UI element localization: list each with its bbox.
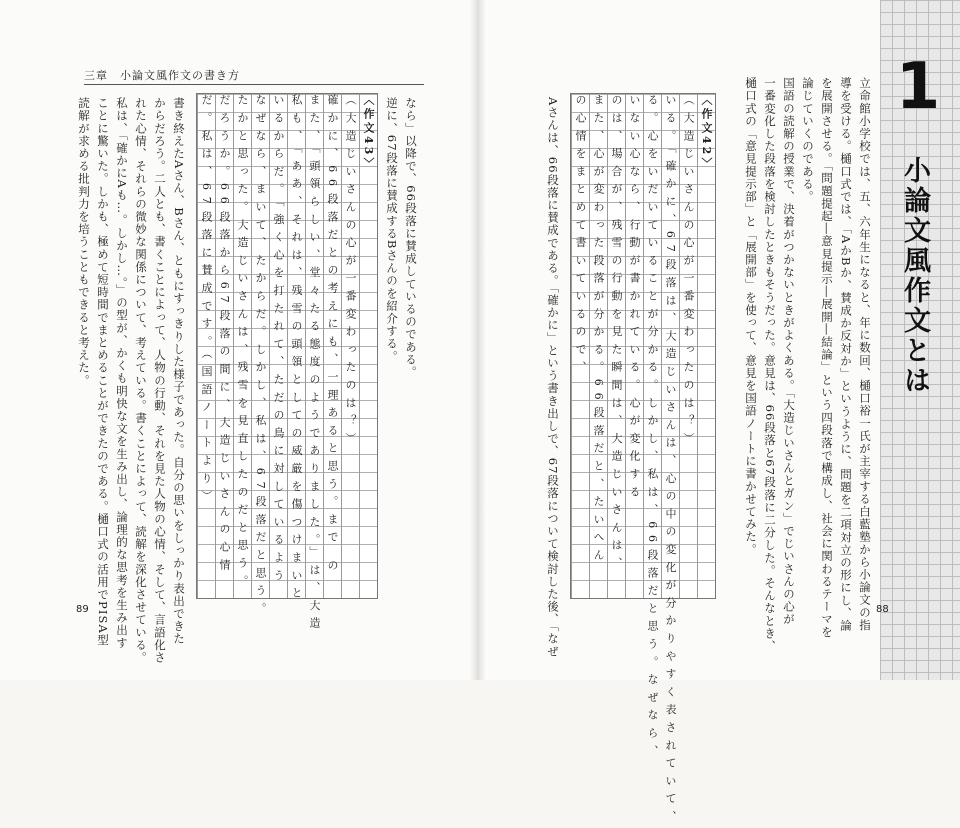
left-top-text xyxy=(376,97,420,379)
essay-line: のは、場合が、残雪の行動を見た瞬間は、大造じいさんは、 xyxy=(610,94,623,575)
running-head: 三章 小論文風作文の書き方 xyxy=(84,69,240,82)
essay-line: 私も、「ああ、それは、残雪の頭領としての威厳を傷つけまいと xyxy=(290,94,303,605)
essay-line: 確かに、66段落だとの考えにも、一理あると思う。まで の xyxy=(326,94,339,577)
essay-line: また、心が変わった段落が分かる。66段落だと、たいへん xyxy=(592,94,605,567)
essay-line: なぜなら、まいて、たからだ。しかし、私は、67段落だと思う。 xyxy=(254,94,267,620)
text-line: 私は、「確かにAも…。しかし…。」の型が、かくも明快な文を生み出し、論理的な思考を生み出す xyxy=(115,97,129,650)
chapter-title: 小論文風作文とは xyxy=(899,156,930,396)
essay-line: の心情をまとめて書いているので、 xyxy=(574,94,587,379)
essay-42-grid xyxy=(570,93,716,828)
page-number-left: 89 xyxy=(76,604,89,615)
essay-43-grid xyxy=(196,93,378,635)
chapter-number: 1 xyxy=(895,50,941,124)
essay-line: いる。「確かに、67段落は、大造じいさんは、心の中の変化が分かりやすく表されていて、 xyxy=(664,94,677,828)
essay-line: （大造じいさんの心が一番変わったのは？） xyxy=(682,94,695,450)
essay-line: る。心をいだいていることが分かる。しかし、私は、66段落だと思う。なぜなら、 xyxy=(646,94,659,763)
text-line: 樋口式の「意見提示部」と「展開部」を使って、意見を国語ノートに書かせてみた。 xyxy=(744,77,758,556)
text-line: 導を受ける。樋口式では、「AかBか、賛成か反対か」というように、問題を二項対立の形にし、論 xyxy=(839,77,853,633)
text-line: 論じていくのである。 xyxy=(801,77,815,203)
essay-line: だ。私は、67段落に賛成です。（国語ノートより） xyxy=(200,94,213,508)
page-number-right: 88 xyxy=(876,604,889,615)
essay-line: たかと思った。大造じいさんは、残雪を見直したのだと思う。 xyxy=(236,94,249,593)
text-line: なら」以降で、66段落に賛成しているのである。 xyxy=(404,97,418,379)
essay-line: だろうか。66段落から67段落の間に、大造じいさんの心情 xyxy=(218,94,231,577)
running-head-rule xyxy=(84,84,424,85)
text-line: 逆に、67段落に賛成するBさんのを紹介する。 xyxy=(385,97,399,363)
essay-43-label: 〈作文43〉 xyxy=(362,94,375,172)
text-line: 国語の読解の授業で、決着がつかないときがよくある。「大造じいさんとガン」でじいさんの心が xyxy=(782,77,796,626)
essay-line: いるからだ。「強く心を打たれて、ただの鳥に対しているよう xyxy=(272,94,285,587)
right-intro-text xyxy=(740,77,874,653)
text-line: れた心情、それらの微妙な関係について、考えている。書くことによって、読解を深化させている。 xyxy=(134,97,148,664)
right-after-text xyxy=(540,97,562,658)
text-line: Aさんは、66段落に賛成である。「確かに」という書き出しで、67段落について検討した後、「なぜ xyxy=(546,97,560,658)
essay-line: （大造じいさんの心が一番変わったのは？） xyxy=(344,94,357,450)
text-line: からだろう。二人とも、書くことによって、人物の行動、それを見た人物の心情、そして、言語化さ xyxy=(153,97,167,664)
text-line: 一番変化した段落を検討したときもそうだった。意見は、66段落と67段落に二分した。そんなとき、 xyxy=(763,77,777,653)
text-line: 書き終えたAさん、Bさん、ともにすっきりした様子であった。自分の思いをしっかり表出できた xyxy=(172,97,186,646)
essay-42-text xyxy=(571,94,715,828)
text-line: 立命館小学校では、五、六年生になると、年に数回、樋口裕一氏が主宰する白藍塾から小論文の指 xyxy=(858,77,872,632)
essay-line: また、「頭領らしい、堂々たる態度のようでありました。」は、大造 xyxy=(308,94,321,635)
text-line: 読解が求める批判力を培うこともできると考えた。 xyxy=(77,97,91,387)
essay-43-text xyxy=(197,94,377,635)
essay-line: いない心なら、行動が書かれている。心が変化する xyxy=(628,94,641,504)
text-line: ことに驚いた。しかも、極めて短時間でまとめることができたのである。樋口式の活用でPISA型 xyxy=(96,97,110,647)
book-gutter xyxy=(470,0,486,680)
essay-42-label: 〈作文42〉 xyxy=(700,94,713,172)
text-line: を展開させる。「問題提起―意見提示―展開―結論」という四段落で構成し、社会に関わるテーマを xyxy=(820,77,834,639)
